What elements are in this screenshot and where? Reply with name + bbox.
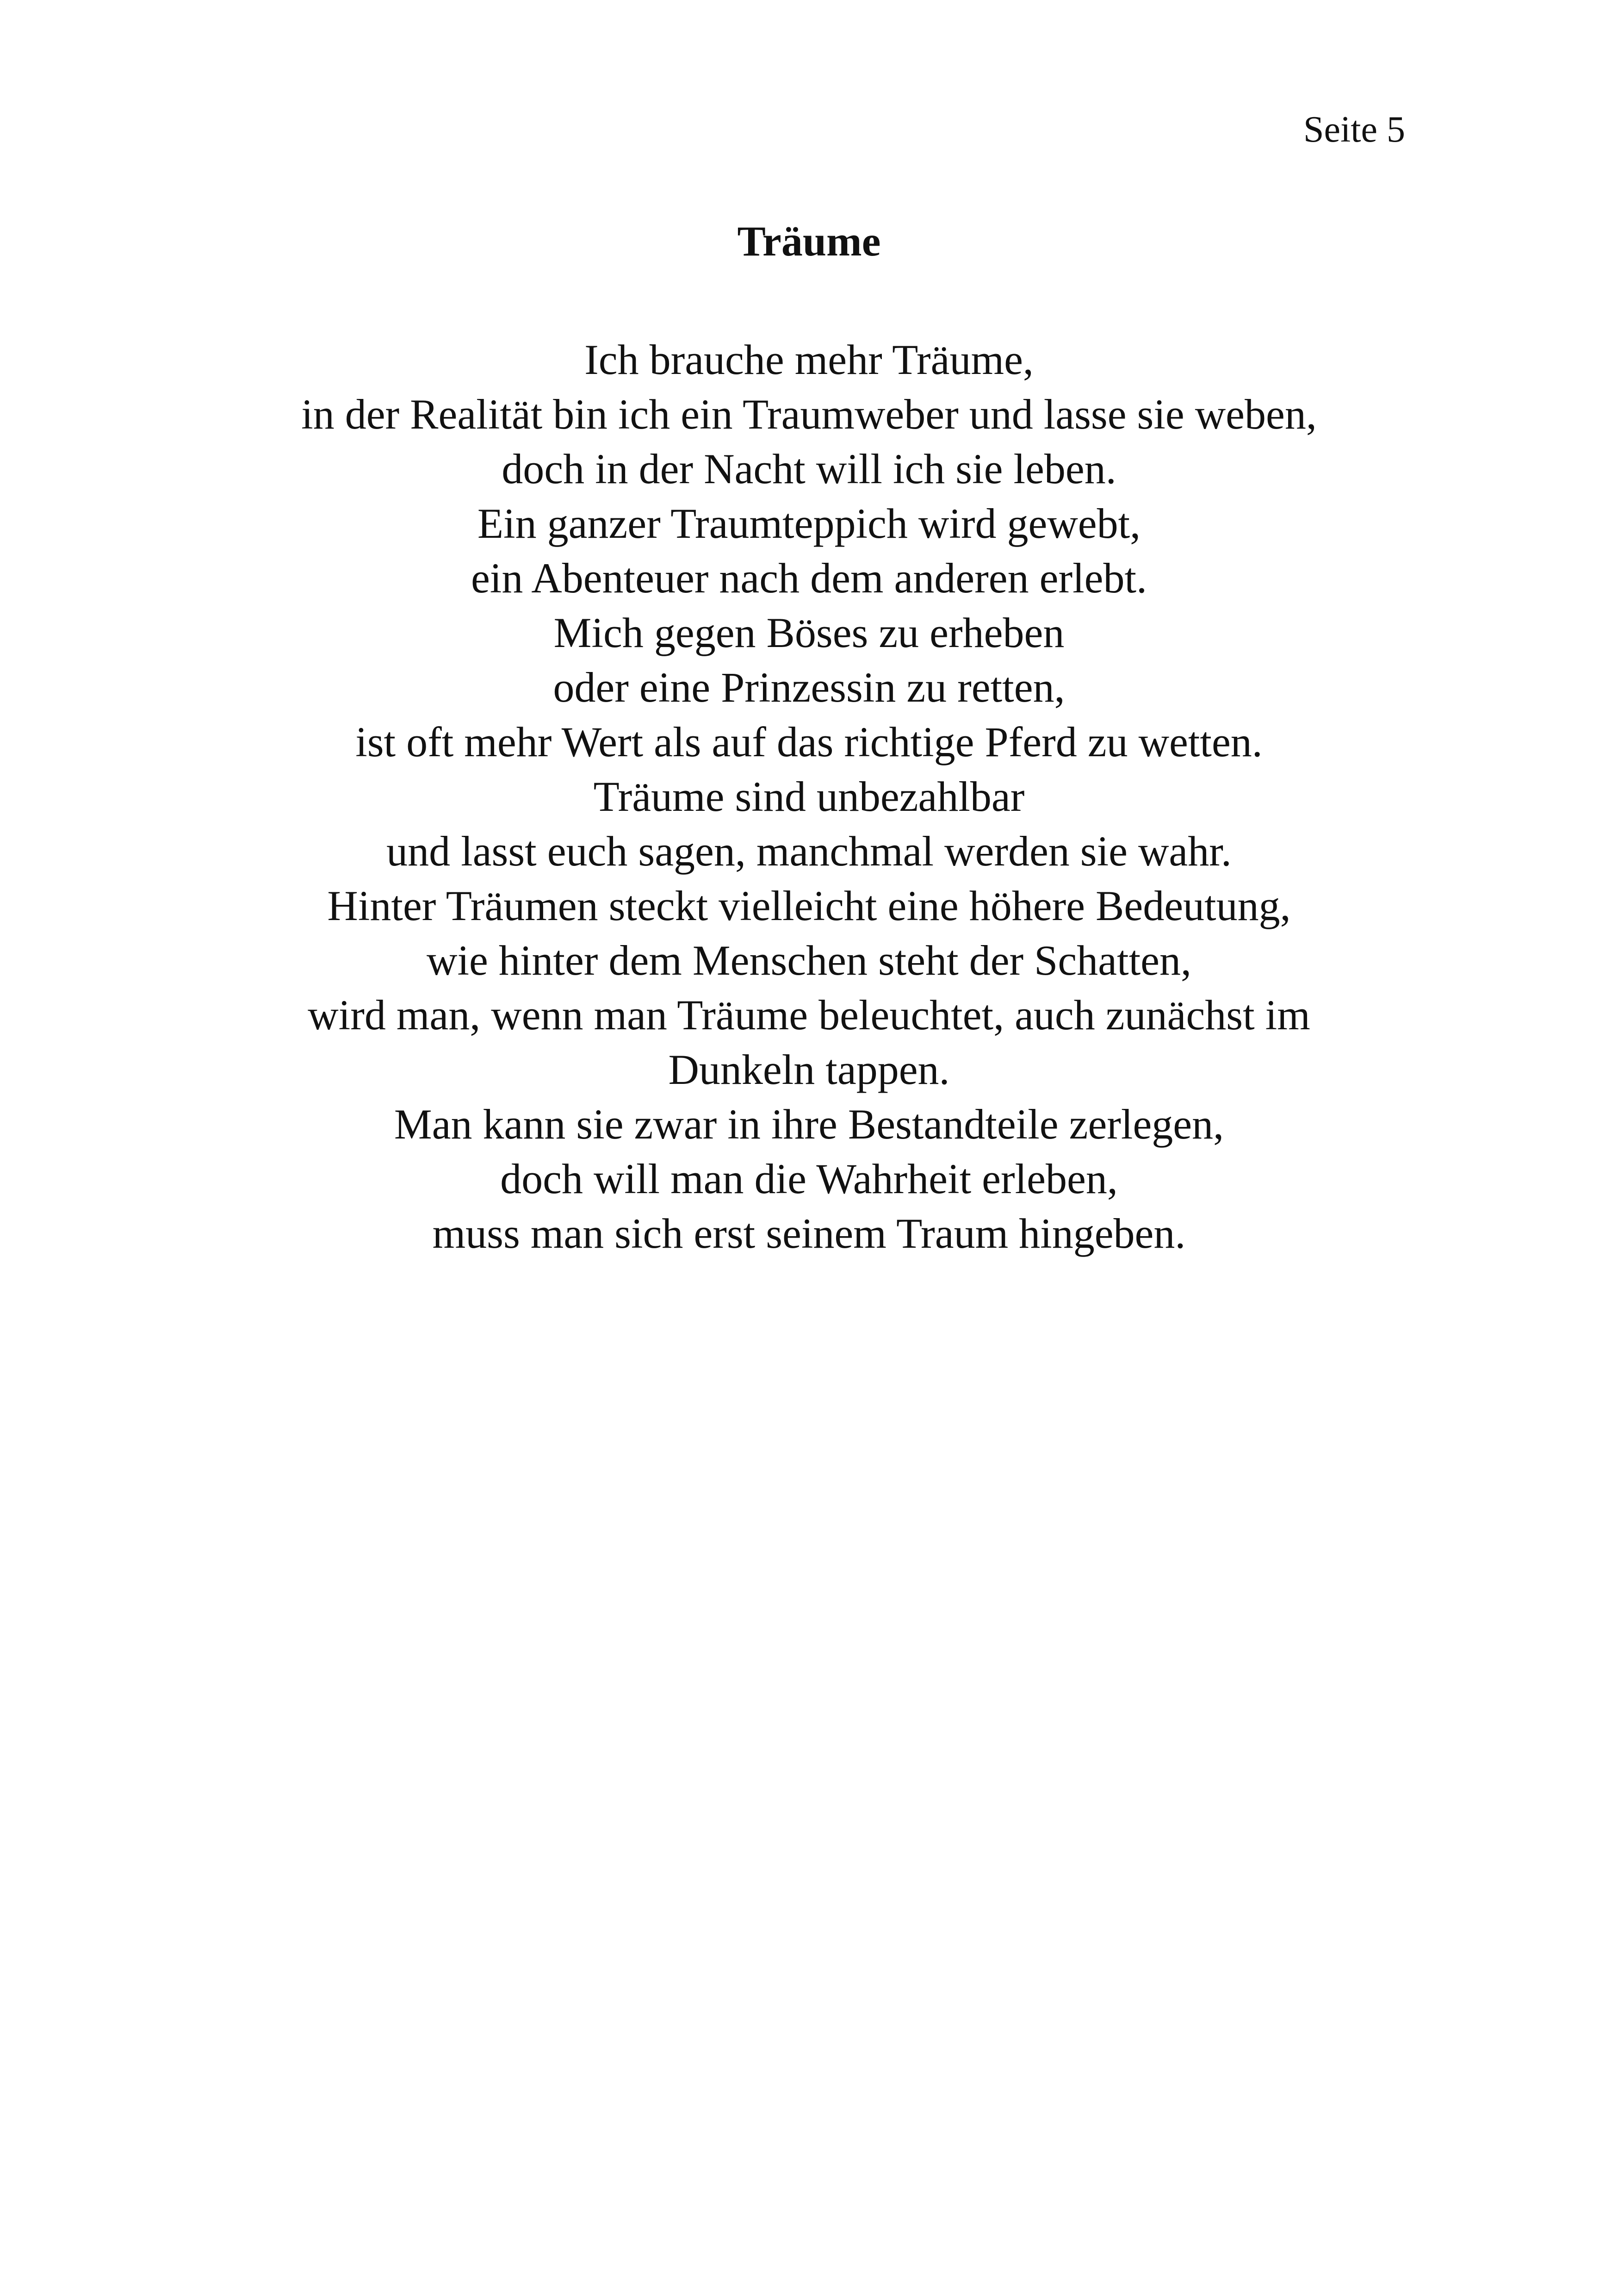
poem-line: doch in der Nacht will ich sie leben.: [502, 445, 1116, 492]
poem-line: Träume sind unbezahlbar: [593, 773, 1025, 820]
poem-line: in der Realität bin ich ein Traumweber und lasse sie weben,: [301, 391, 1317, 438]
poem-line: ist oft mehr Wert als auf das richtige Pferd zu wetten.: [355, 718, 1263, 765]
poem-line: Ein ganzer Traumteppich wird gewebt,: [477, 500, 1141, 547]
poem-line: Dunkeln tappen.: [668, 1046, 950, 1093]
poem-body: [0, 332, 1618, 1261]
poem-line: ein Abenteuer nach dem anderen erlebt.: [471, 554, 1147, 602]
poem-line: oder eine Prinzessin zu retten,: [553, 664, 1065, 711]
poem-line: Ich brauche mehr Träume,: [584, 336, 1034, 383]
page-number: Seite 5: [1303, 109, 1405, 150]
poem-title: Träume: [737, 218, 881, 265]
poem-line: Mich gegen Böses zu erheben: [553, 609, 1065, 656]
poem-line: Hinter Träumen steckt vielleicht eine höhere Bedeutung,: [327, 882, 1291, 929]
poem-line: und lasst euch sagen, manchmal werden sie wahr.: [386, 828, 1232, 875]
poem-line: Man kann sie zwar in ihre Bestandteile zerlegen,: [394, 1101, 1224, 1148]
poem-line: wie hinter dem Menschen steht der Schatten,: [427, 937, 1191, 984]
poem-line: doch will man die Wahrheit erleben,: [500, 1155, 1118, 1202]
poem-line: wird man, wenn man Träume beleuchtet, auch zunächst im: [308, 991, 1310, 1039]
poem-line: muss man sich erst seinem Traum hingeben.: [432, 1210, 1186, 1257]
